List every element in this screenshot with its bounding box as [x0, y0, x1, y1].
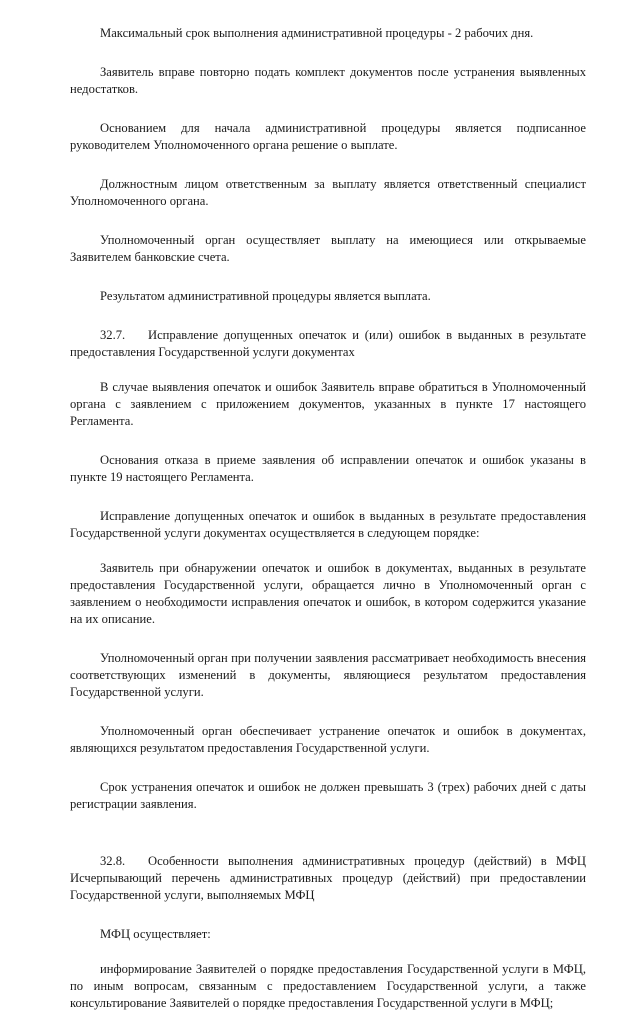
paragraph-resubmit: Заявитель вправе повторно подать комплект документов после устранения выявленных недостатков.: [70, 65, 586, 96]
paragraph-applicant-action: Заявитель при обнаружении опечаток и ошибок в документах, выданных в результате предоставления Государственной услуги, обращается лично в Уполномоченный орган с заявлением о необходимости исправления опечаток и ошибок, в котором содержится указание на их описание.: [70, 561, 586, 626]
paragraph-authority-review: Уполномоченный орган при получении заявления рассматривает необходимость внесения соответствующих изменений в документы, являющиеся результатом предоставления Государственной услуги.: [70, 651, 586, 699]
paragraph-payment: Уполномоченный орган осуществляет выплату на имеющиеся или открываемые Заявителем банковские счета.: [70, 233, 586, 264]
section-title: Исправление допущенных опечаток и (или) ошибок в выданных в результате предоставления Государственной услуги документах: [70, 328, 586, 359]
section-heading-32-8: [70, 853, 586, 904]
paragraph-basis: Основанием для начала административной процедуры является подписанное руководителем Уполномоченного органа решение о выплате.: [70, 121, 586, 152]
paragraph-mfc-informing: информирование Заявителей о порядке предоставления Государственной услуги в МФЦ, по иным вопросам, связанным с предоставлением Государственной услуги, а также консультирование Заявителей о порядке предоставления Государственной услуги в МФЦ;: [70, 962, 586, 1010]
paragraph-mfc-performs: МФЦ осуществляет:: [100, 927, 211, 941]
paragraph-fix-term: Срок устранения опечаток и ошибок не должен превышать 3 (трех) рабочих дней с даты регистрации заявления.: [70, 780, 586, 811]
section-title: Особенности выполнения административных процедур (действий) в МФЦ Исчерпывающий перечень административных процедур (действий) при предоставлении Государственной услуги, выполняемых МФЦ: [70, 854, 586, 902]
paragraph-result: Результатом административной процедуры является выплата.: [100, 289, 431, 303]
section-heading-32-7: [70, 327, 586, 361]
section-number: 32.7.: [100, 328, 126, 342]
document-page: [70, 25, 586, 1034]
paragraph-correction-order: Исправление допущенных опечаток и ошибок в выданных в результате предоставления Государственной услуги документах осуществляется в следующем порядке:: [70, 509, 586, 540]
paragraph-refusal-grounds: Основания отказа в приеме заявления об исправлении опечаток и ошибок указаны в пункте 19 настоящего Регламента.: [70, 453, 586, 484]
paragraph-error-request: В случае выявления опечаток и ошибок Заявитель вправе обратиться в Уполномоченный органа с заявлением с приложением документов, указанных в пункте 17 настоящего Регламента.: [70, 380, 586, 428]
paragraph-responsible: Должностным лицом ответственным за выплату является ответственный специалист Уполномоченного органа.: [70, 177, 586, 208]
paragraph-max-term: Максимальный срок выполнения административной процедуры - 2 рабочих дня.: [100, 26, 534, 40]
paragraph-authority-fix: Уполномоченный орган обеспечивает устранение опечаток и ошибок в документах, являющихся результатом предоставления Государственной услуги.: [70, 724, 586, 755]
section-number: 32.8.: [100, 854, 126, 868]
